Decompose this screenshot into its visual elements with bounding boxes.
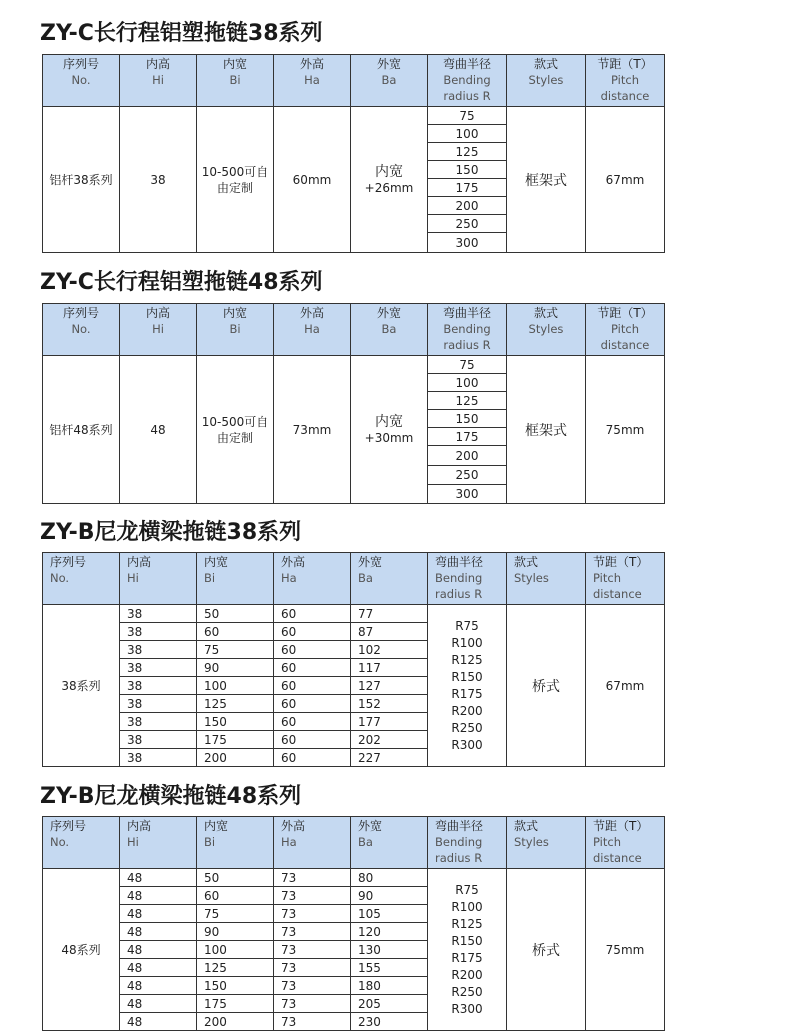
header-bi: 内宽 Bi — [197, 55, 274, 107]
ha-cell: 73 — [274, 869, 351, 887]
bi-cell: 175 — [197, 731, 274, 749]
bending-value: R300 — [451, 737, 483, 752]
ba-cell: 87 — [351, 623, 428, 641]
series-cell: 铝杆38系列 — [43, 107, 120, 253]
bi-cell: 100 — [197, 677, 274, 695]
bending-value: 200 — [428, 197, 506, 215]
ha-cell: 60 — [274, 749, 351, 767]
header-styles: 款式 Styles — [507, 553, 586, 605]
hi-cell: 48 — [120, 941, 197, 959]
header-bi: 内宽 Bi — [197, 304, 274, 356]
bi-cell: 10-500可自由定制 — [197, 356, 274, 504]
section-title: ZY-C长行程铝塑拖链48系列 — [40, 270, 323, 295]
section-title: ZY-B尼龙横梁拖链48系列 — [40, 784, 302, 809]
header-pitch: 节距（T） Pitch distance — [586, 553, 665, 605]
ba-cell: 205 — [351, 995, 428, 1013]
bending-value: 250 — [428, 215, 506, 233]
hi-cell: 48 — [120, 995, 197, 1013]
bending-value: 100 — [428, 125, 506, 143]
pitch-cell: 75mm — [586, 869, 665, 1031]
header-no: 序列号 No. — [43, 304, 120, 356]
header-ha: 外高 Ha — [274, 817, 351, 869]
bending-value: 300 — [455, 487, 479, 501]
ha-cell: 73mm — [274, 356, 351, 504]
ha-cell: 60 — [274, 695, 351, 713]
bi-cell: 50 — [197, 605, 274, 623]
ha-cell: 73 — [274, 995, 351, 1013]
bi-cell: 90 — [197, 659, 274, 677]
hi-cell: 48 — [120, 887, 197, 905]
hi-cell: 38 — [120, 677, 197, 695]
pitch-cell: 67mm — [586, 107, 665, 253]
bending-value: 175 — [428, 428, 506, 446]
hi-cell: 48 — [120, 923, 197, 941]
hi-cell: 48 — [120, 959, 197, 977]
ba-cell: 155 — [351, 959, 428, 977]
ha-cell: 60 — [274, 659, 351, 677]
header-bending-radius: 弯曲半径 Bending radius R — [428, 304, 507, 356]
header-no: 序列号 No. — [43, 553, 120, 605]
ba-cell: 105 — [351, 905, 428, 923]
ha-cell: 60 — [274, 731, 351, 749]
series-cell: 铝杆48系列 — [43, 356, 120, 504]
series-cell: 38系列 — [43, 605, 120, 767]
bending-value: R250 — [451, 720, 483, 735]
spec-table-zyb-48 — [42, 816, 665, 1031]
bi-cell: 60 — [197, 887, 274, 905]
header-ha: 外高 Ha — [274, 55, 351, 107]
bi-cell: 75 — [197, 641, 274, 659]
hi-cell: 48 — [120, 1013, 197, 1031]
bending-value: 250 — [428, 466, 506, 485]
header-bending-radius: 弯曲半径 Bending radius R — [428, 55, 507, 107]
hi-cell: 48 — [120, 869, 197, 887]
ba-cell: 117 — [351, 659, 428, 677]
ba-line1: 内宽 — [375, 413, 403, 430]
header-hi: 内高 Hi — [120, 553, 197, 605]
bending-value: 75 — [428, 107, 506, 125]
header-ba: 外宽 Ba — [351, 55, 428, 107]
ba-line2: +30mm — [364, 430, 414, 445]
pitch-cell: 75mm — [586, 356, 665, 504]
bending-list-cell — [428, 605, 507, 767]
header-styles: 款式 Styles — [507, 817, 586, 869]
hi-cell: 38 — [120, 623, 197, 641]
hi-cell: 38 — [120, 641, 197, 659]
header-pitch: 节距（T） Pitch distance — [586, 304, 665, 356]
bending-value: R100 — [451, 899, 483, 914]
bending-list-cell — [428, 107, 507, 253]
ba-cell: 230 — [351, 1013, 428, 1031]
hi-cell: 38 — [120, 713, 197, 731]
spec-table-zyc-48 — [42, 303, 665, 504]
hi-cell: 38 — [120, 605, 197, 623]
hi-cell: 38 — [120, 749, 197, 767]
header-bending-radius: 弯曲半径 Bending radius R — [428, 553, 507, 605]
ha-cell: 73 — [274, 959, 351, 977]
bi-cell: 100 — [197, 941, 274, 959]
ba-line2: +26mm — [364, 180, 414, 195]
bending-list-cell — [428, 356, 507, 504]
hi-cell: 48 — [120, 977, 197, 995]
ha-cell: 73 — [274, 941, 351, 959]
header-bi: 内宽 Bi — [197, 553, 274, 605]
style-cell: 桥式 — [507, 605, 586, 767]
ba-cell — [351, 356, 428, 504]
style-cell: 框架式 — [507, 356, 586, 504]
bi-cell: 150 — [197, 977, 274, 995]
hi-cell: 38 — [120, 731, 197, 749]
bi-cell: 175 — [197, 995, 274, 1013]
bi-cell: 200 — [197, 1013, 274, 1031]
ba-cell: 177 — [351, 713, 428, 731]
ha-cell: 60 — [274, 623, 351, 641]
ba-cell: 152 — [351, 695, 428, 713]
bending-value: 125 — [428, 143, 506, 161]
bi-cell: 50 — [197, 869, 274, 887]
ha-cell: 73 — [274, 923, 351, 941]
bi-cell: 200 — [197, 749, 274, 767]
style-cell: 桥式 — [507, 869, 586, 1031]
hi-cell: 48 — [120, 356, 197, 504]
header-hi: 内高 Hi — [120, 55, 197, 107]
bending-value: 175 — [428, 179, 506, 197]
bending-value: 125 — [428, 392, 506, 410]
pitch-cell: 67mm — [586, 605, 665, 767]
ha-cell: 60 — [274, 677, 351, 695]
bending-value: R200 — [451, 703, 483, 718]
header-bi: 内宽 Bi — [197, 817, 274, 869]
header-ba: 外宽 Ba — [351, 553, 428, 605]
bending-value: 300 — [455, 235, 479, 250]
ba-cell: 80 — [351, 869, 428, 887]
bending-value: 100 — [428, 374, 506, 392]
ba-cell: 120 — [351, 923, 428, 941]
bi-cell: 75 — [197, 905, 274, 923]
bending-value: R250 — [451, 984, 483, 999]
ba-cell: 227 — [351, 749, 428, 767]
ba-cell: 127 — [351, 677, 428, 695]
bending-value: 150 — [428, 161, 506, 179]
header-ba: 外宽 Ba — [351, 304, 428, 356]
bi-cell: 125 — [197, 695, 274, 713]
spec-table-zyb-38 — [42, 552, 665, 767]
bending-list-cell — [428, 869, 507, 1031]
bi-cell: 10-500可自由定制 — [197, 107, 274, 253]
ha-cell: 60mm — [274, 107, 351, 253]
hi-cell: 38 — [120, 659, 197, 677]
hi-cell: 38 — [120, 695, 197, 713]
ba-line1: 内宽 — [375, 163, 403, 180]
section-title: ZY-C长行程铝塑拖链38系列 — [40, 21, 323, 46]
bending-value: R150 — [451, 669, 483, 684]
ha-cell: 73 — [274, 905, 351, 923]
header-pitch: 节距（T） Pitch distance — [586, 55, 665, 107]
hi-cell: 38 — [120, 107, 197, 253]
style-cell: 框架式 — [507, 107, 586, 253]
bending-value: R175 — [451, 950, 483, 965]
header-hi: 内高 Hi — [120, 817, 197, 869]
header-styles: 款式 Styles — [507, 55, 586, 107]
ba-cell: 90 — [351, 887, 428, 905]
bending-value: 75 — [428, 356, 506, 374]
header-pitch: 节距（T） Pitch distance — [586, 817, 665, 869]
header-styles: 款式 Styles — [507, 304, 586, 356]
bending-value: R75 — [455, 618, 479, 633]
hi-cell: 48 — [120, 905, 197, 923]
bi-cell: 150 — [197, 713, 274, 731]
ha-cell: 73 — [274, 1013, 351, 1031]
ha-cell: 60 — [274, 713, 351, 731]
bending-value: R125 — [451, 916, 483, 931]
spec-table-zyc-38 — [42, 54, 665, 253]
bending-value: R100 — [451, 635, 483, 650]
bending-value: R125 — [451, 652, 483, 667]
header-ba: 外宽 Ba — [351, 817, 428, 869]
ha-cell: 60 — [274, 641, 351, 659]
ba-cell: 180 — [351, 977, 428, 995]
section-title: ZY-B尼龙横梁拖链38系列 — [40, 520, 302, 545]
ha-cell: 73 — [274, 977, 351, 995]
header-hi: 内高 Hi — [120, 304, 197, 356]
ba-cell: 102 — [351, 641, 428, 659]
bending-value: R200 — [451, 967, 483, 982]
bending-value: R175 — [451, 686, 483, 701]
header-no: 序列号 No. — [43, 817, 120, 869]
ba-cell: 202 — [351, 731, 428, 749]
bi-cell: 90 — [197, 923, 274, 941]
ba-cell — [351, 107, 428, 253]
ha-cell: 73 — [274, 887, 351, 905]
header-bending-radius: 弯曲半径 Bending radius R — [428, 817, 507, 869]
bending-value: 150 — [428, 410, 506, 428]
series-cell: 48系列 — [43, 869, 120, 1031]
bi-cell: 60 — [197, 623, 274, 641]
header-ha: 外高 Ha — [274, 304, 351, 356]
bending-value: 200 — [428, 446, 506, 466]
ha-cell: 60 — [274, 605, 351, 623]
bi-cell: 125 — [197, 959, 274, 977]
ba-cell: 130 — [351, 941, 428, 959]
ba-cell: 77 — [351, 605, 428, 623]
header-no: 序列号 No. — [43, 55, 120, 107]
bending-value: R150 — [451, 933, 483, 948]
bending-value: R75 — [455, 882, 479, 897]
bending-value: R300 — [451, 1001, 483, 1016]
header-ha: 外高 Ha — [274, 553, 351, 605]
